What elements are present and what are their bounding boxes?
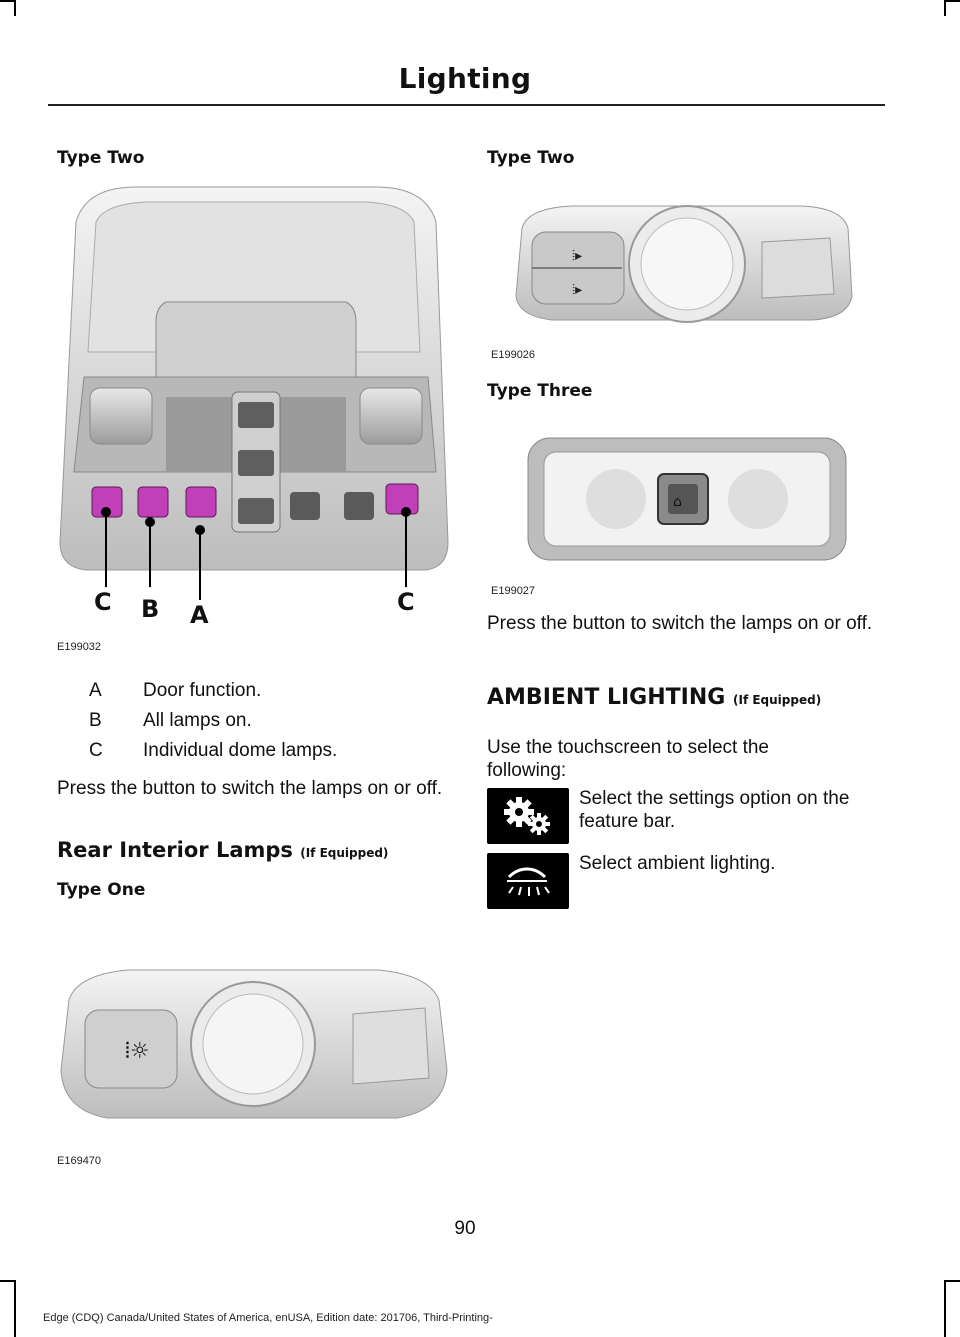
callout-c-right: C (397, 588, 415, 616)
left-press-text: Press the button to switch the lamps on or off. (57, 778, 443, 799)
type-three-heading: Type Three (487, 381, 593, 401)
figure-id: E199027 (491, 585, 536, 597)
right-type-two-heading: Type Two (487, 148, 575, 168)
figure-id: E199026 (491, 349, 536, 361)
figure-id: E169470 (57, 1155, 102, 1167)
svg-text:⌂: ⌂ (673, 494, 682, 510)
rear-heading-suffix: (If Equipped) (300, 846, 389, 860)
rear-lamp-type-two-figure (512, 198, 854, 326)
callout-b: B (141, 595, 160, 623)
crop-mark (14, 1282, 16, 1337)
rear-heading-text: Rear Interior Lamps (57, 838, 293, 862)
crop-mark (14, 0, 16, 16)
rear-lamp-type-one-figure (57, 960, 449, 1130)
rear-lamp-type-two-illustration (512, 198, 854, 326)
legend-text-b: All lamps on. (143, 710, 252, 731)
rear-interior-heading (57, 838, 388, 862)
svg-text:⦙▸: ⦙▸ (572, 248, 583, 264)
gears-icon-graphic (487, 788, 569, 844)
crop-mark (944, 1282, 946, 1337)
svg-text:⦙☼: ⦙☼ (125, 1039, 150, 1064)
rear-lamp-illustration (57, 960, 449, 1130)
legend-key-c: C (89, 740, 103, 761)
step-2-text: Select ambient lighting. (579, 853, 776, 874)
callout-a: A (190, 601, 209, 629)
touchscreen-text: Use the touchscreen to select the following: (487, 737, 769, 781)
gears-icon (487, 788, 569, 844)
legend-key-a: A (89, 680, 102, 701)
rear-lamp-type-three-illustration (524, 432, 850, 566)
overhead-console-figure (56, 182, 452, 657)
header-rule (48, 104, 885, 106)
step-1-text: Select the settings option on the feature bar. (579, 788, 850, 832)
ambient-heading-text: AMBIENT LIGHTING (487, 685, 726, 710)
overhead-console-illustration (56, 182, 452, 657)
rear-lamp-type-three-figure (524, 432, 850, 566)
ambient-heading-suffix: (If Equipped) (733, 693, 822, 707)
crop-mark (944, 0, 946, 16)
page-section-title: Lighting (398, 62, 532, 95)
figure-id: E199032 (57, 641, 102, 653)
svg-text:⦙▸: ⦙▸ (572, 282, 583, 298)
callout-c-left: C (94, 588, 112, 616)
edition-footer: Edge (CDQ) Canada/United States of America, enUSA, Edition date: 201706, Third-Printing- (43, 1312, 493, 1324)
crop-mark (944, 1280, 960, 1282)
type-one-heading: Type One (57, 880, 146, 900)
legend-key-b: B (89, 710, 102, 731)
ambient-lighting-heading (487, 685, 821, 710)
page-number: 90 (454, 1218, 476, 1239)
ambient-light-icon (487, 853, 569, 909)
ambient-light-icon-graphic (487, 853, 569, 909)
right-press-text: Press the button to switch the lamps on or off. (487, 613, 873, 634)
left-type-two-heading: Type Two (57, 148, 145, 168)
crop-mark (944, 0, 960, 2)
legend-text-c: Individual dome lamps. (143, 740, 338, 761)
legend-text-a: Door function. (143, 680, 262, 701)
